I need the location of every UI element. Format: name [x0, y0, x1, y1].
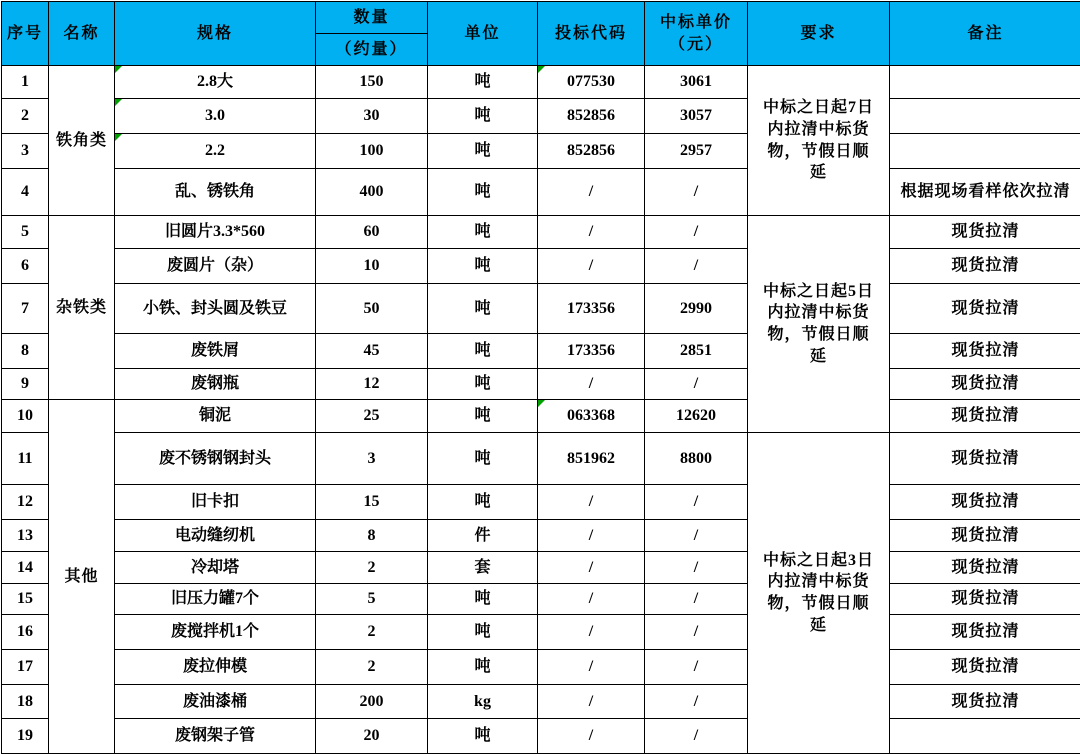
seq-cell: 2	[2, 99, 49, 134]
remark-cell: 现货拉清	[890, 334, 1080, 369]
spec-text: 3.0	[205, 107, 225, 124]
price-cell: /	[645, 169, 748, 216]
remark-cell: 现货拉清	[890, 520, 1080, 552]
spec-cell: 铜泥	[115, 400, 316, 433]
spec-cell: 小铁、封头圆及铁豆	[115, 284, 316, 334]
requirement-cell: 中标之日起3日内拉清中标货物，节假日顺延	[748, 433, 890, 754]
qty-cell: 60	[316, 216, 428, 249]
price-cell: 2851	[645, 334, 748, 369]
spec-cell: 乱、锈铁角	[115, 169, 316, 216]
spec-cell: 旧压力罐7个	[115, 584, 316, 615]
col-header-bid-code: 投标代码	[538, 2, 645, 66]
seq-cell: 8	[2, 334, 49, 369]
requirement-cell: 中标之日起5日内拉清中标货物，节假日顺延	[748, 216, 890, 433]
category-cell: 其他	[49, 400, 115, 754]
price-cell: /	[645, 552, 748, 584]
unit-cell: 吨	[428, 400, 538, 433]
unit-cell: 吨	[428, 433, 538, 485]
bid-code-text: 063368	[567, 407, 615, 424]
spec-cell: 废铁屑	[115, 334, 316, 369]
unit-cell: 吨	[428, 369, 538, 400]
seq-cell: 19	[2, 719, 49, 754]
remark-cell: 现货拉清	[890, 400, 1080, 433]
seq-cell: 4	[2, 169, 49, 216]
table-row	[2, 284, 1080, 334]
price-cell: 3057	[645, 99, 748, 134]
remark-cell: 现货拉清	[890, 369, 1080, 400]
unit-cell: 吨	[428, 66, 538, 99]
price-cell: /	[645, 520, 748, 552]
spec-cell: 冷却塔	[115, 552, 316, 584]
remark-cell: 根据现场看样依次拉清	[890, 169, 1080, 216]
qty-cell: 3	[316, 433, 428, 485]
table-row	[2, 99, 1080, 134]
col-header-requirement: 要求	[748, 2, 890, 66]
col-header-remark: 备注	[890, 2, 1080, 66]
cell-error-indicator-icon	[115, 66, 122, 73]
remark-cell	[890, 66, 1080, 99]
qty-cell: 400	[316, 169, 428, 216]
unit-cell: 吨	[428, 216, 538, 249]
table-row	[2, 400, 1080, 433]
spec-cell: 电动缝纫机	[115, 520, 316, 552]
bid-code-cell	[538, 400, 645, 433]
spec-cell: 废钢瓶	[115, 369, 316, 400]
bid-results-table	[1, 1, 1080, 754]
qty-cell: 50	[316, 284, 428, 334]
bid-code-cell	[538, 66, 645, 99]
qty-cell: 2	[316, 552, 428, 584]
col-header-price	[645, 2, 748, 66]
bid-code-cell: /	[538, 249, 645, 284]
qty-cell: 8	[316, 520, 428, 552]
table-row	[2, 66, 1080, 99]
bid-code-cell: /	[538, 520, 645, 552]
price-cell: /	[645, 485, 748, 520]
unit-cell: 吨	[428, 615, 538, 650]
qty-cell: 30	[316, 99, 428, 134]
col-header-spec: 规格	[115, 2, 316, 66]
table-row	[2, 485, 1080, 520]
bid-code-cell: 173356	[538, 334, 645, 369]
spec-cell: 旧卡扣	[115, 485, 316, 520]
spec-cell	[115, 99, 316, 134]
table-row	[2, 249, 1080, 284]
unit-cell: 吨	[428, 584, 538, 615]
price-cell: /	[645, 719, 748, 754]
unit-cell: 吨	[428, 334, 538, 369]
col-header-seq: 序号	[2, 2, 49, 66]
qty-cell: 100	[316, 134, 428, 169]
spec-cell	[115, 66, 316, 99]
col-header-qty: 数量	[316, 2, 428, 34]
unit-cell: 吨	[428, 249, 538, 284]
col-header-price-line1: 中标单价	[649, 12, 743, 34]
unit-cell: 吨	[428, 719, 538, 754]
seq-cell: 9	[2, 369, 49, 400]
bid-code-text: 077530	[567, 73, 615, 90]
spec-text: 2.2	[205, 142, 225, 159]
spec-cell: 旧圆片3.3*560	[115, 216, 316, 249]
spec-cell: 废钢架子管	[115, 719, 316, 754]
table-row	[2, 334, 1080, 369]
bid-code-cell: 851962	[538, 433, 645, 485]
col-header-qty-approx: （约量）	[316, 34, 428, 66]
remark-cell: 现货拉清	[890, 552, 1080, 584]
bid-code-cell: /	[538, 369, 645, 400]
col-header-category: 名称	[49, 2, 115, 66]
bid-code-cell: /	[538, 719, 645, 754]
bid-code-cell: /	[538, 615, 645, 650]
spec-cell: 废圆片（杂）	[115, 249, 316, 284]
unit-cell: 吨	[428, 485, 538, 520]
unit-cell: 吨	[428, 134, 538, 169]
unit-cell: 吨	[428, 99, 538, 134]
seq-cell: 1	[2, 66, 49, 99]
bid-code-cell: /	[538, 485, 645, 520]
price-cell: 2957	[645, 134, 748, 169]
qty-cell: 20	[316, 719, 428, 754]
seq-cell: 12	[2, 485, 49, 520]
col-header-price-line2: （元）	[649, 34, 743, 56]
spec-text: 2.8大	[197, 73, 233, 90]
table-row	[2, 520, 1080, 552]
seq-cell: 6	[2, 249, 49, 284]
bid-code-cell: /	[538, 169, 645, 216]
remark-cell: 现货拉清	[890, 615, 1080, 650]
bid-code-cell: /	[538, 216, 645, 249]
qty-cell: 12	[316, 369, 428, 400]
remark-cell: 现货拉清	[890, 584, 1080, 615]
remark-cell: 现货拉清	[890, 284, 1080, 334]
qty-cell: 25	[316, 400, 428, 433]
qty-cell: 200	[316, 685, 428, 719]
unit-cell: 件	[428, 520, 538, 552]
price-cell: /	[645, 369, 748, 400]
bid-code-cell: /	[538, 685, 645, 719]
cell-error-indicator-icon	[538, 66, 545, 73]
seq-cell: 11	[2, 433, 49, 485]
spec-cell: 废不锈钢钢封头	[115, 433, 316, 485]
unit-cell: kg	[428, 685, 538, 719]
col-header-unit: 单位	[428, 2, 538, 66]
bid-code-cell: 173356	[538, 284, 645, 334]
cell-error-indicator-icon	[538, 400, 545, 407]
bid-code-cell: 852856	[538, 99, 645, 134]
spec-cell: 废搅拌机1个	[115, 615, 316, 650]
unit-cell: 吨	[428, 650, 538, 685]
remark-cell: 现货拉清	[890, 650, 1080, 685]
seq-cell: 13	[2, 520, 49, 552]
price-cell: 2990	[645, 284, 748, 334]
seq-cell: 14	[2, 552, 49, 584]
remark-cell: 现货拉清	[890, 216, 1080, 249]
seq-cell: 15	[2, 584, 49, 615]
price-cell: 12620	[645, 400, 748, 433]
table-row	[2, 552, 1080, 584]
bid-code-cell: /	[538, 584, 645, 615]
seq-cell: 16	[2, 615, 49, 650]
table-row	[2, 216, 1080, 249]
seq-cell: 3	[2, 134, 49, 169]
price-cell: /	[645, 584, 748, 615]
qty-cell: 45	[316, 334, 428, 369]
qty-cell: 150	[316, 66, 428, 99]
qty-cell: 15	[316, 485, 428, 520]
table-row	[2, 650, 1080, 685]
table-row	[2, 433, 1080, 485]
price-cell: 8800	[645, 433, 748, 485]
remark-cell	[890, 719, 1080, 754]
spec-cell: 废拉伸模	[115, 650, 316, 685]
unit-cell: 吨	[428, 169, 538, 216]
qty-cell: 10	[316, 249, 428, 284]
price-cell: 3061	[645, 66, 748, 99]
table-row	[2, 584, 1080, 615]
price-cell: /	[645, 615, 748, 650]
table-row	[2, 169, 1080, 216]
category-cell: 铁角类	[49, 66, 115, 216]
cell-error-indicator-icon	[115, 99, 122, 106]
qty-cell: 2	[316, 650, 428, 685]
seq-cell: 17	[2, 650, 49, 685]
spec-cell: 废油漆桶	[115, 685, 316, 719]
remark-cell	[890, 134, 1080, 169]
spec-cell	[115, 134, 316, 169]
qty-cell: 2	[316, 615, 428, 650]
unit-cell: 套	[428, 552, 538, 584]
price-cell: /	[645, 216, 748, 249]
bid-code-cell: /	[538, 650, 645, 685]
seq-cell: 18	[2, 685, 49, 719]
table-row	[2, 615, 1080, 650]
remark-cell: 现货拉清	[890, 485, 1080, 520]
seq-cell: 5	[2, 216, 49, 249]
qty-cell: 5	[316, 584, 428, 615]
seq-cell: 10	[2, 400, 49, 433]
table-row	[2, 685, 1080, 719]
category-cell: 杂铁类	[49, 216, 115, 400]
unit-cell: 吨	[428, 284, 538, 334]
table-row	[2, 134, 1080, 169]
table-row	[2, 719, 1080, 754]
remark-cell: 现货拉清	[890, 249, 1080, 284]
cell-error-indicator-icon	[115, 134, 122, 141]
remark-cell	[890, 99, 1080, 134]
price-cell: /	[645, 249, 748, 284]
seq-cell: 7	[2, 284, 49, 334]
table-row	[2, 369, 1080, 400]
remark-cell: 现货拉清	[890, 433, 1080, 485]
bid-code-cell: 852856	[538, 134, 645, 169]
remark-cell: 现货拉清	[890, 685, 1080, 719]
bid-code-cell: /	[538, 552, 645, 584]
price-cell: /	[645, 685, 748, 719]
requirement-cell: 中标之日起7日内拉清中标货物，节假日顺延	[748, 66, 890, 216]
price-cell: /	[645, 650, 748, 685]
